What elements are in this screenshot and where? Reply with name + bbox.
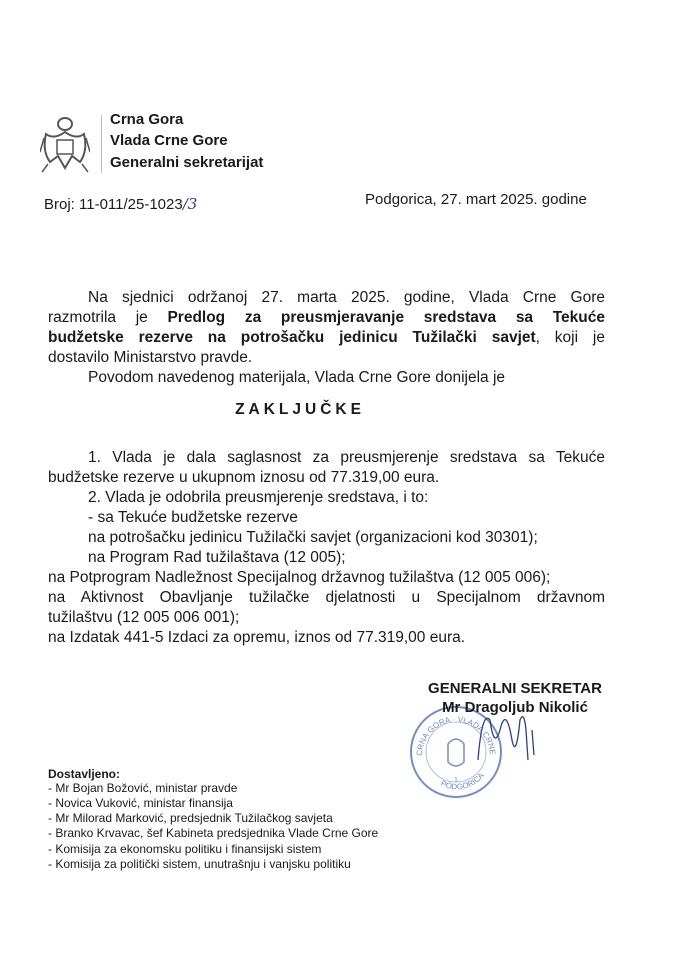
intro-line-3 [48,328,605,348]
signatory-name: Mr Dragoljub Nikolić [442,699,588,716]
signatory-title: GENERALNI SEKRETAR [428,680,602,697]
intro-text: razmotrila je [48,309,168,326]
delivered-item: - Komisija za politički sistem, unutrašnju i vanjsku politiku [48,857,351,871]
conclusion-2-line-3: na potrošačku jedinicu Tužilački savjet (organizacioni kod 30301); [88,529,538,546]
conclusions-heading: ZAKLJUČKE [235,401,365,418]
conclusion-1-line-1: 1. Vlada je dala saglasnost za preusmjerenje sredstava sa Tekuće [88,449,605,466]
delivered-item: - Mr Milorad Marković, predsjednik Tužilačkog savjeta [48,811,333,825]
intro-paragraph-2: Povodom navedenog materijala, Vlada Crne Gore donijela je [88,369,506,386]
header-divider [101,115,102,173]
delivered-heading: Dostavljeno: [48,767,121,781]
intro-text: , koji je [535,329,605,346]
conclusion-2-line-2: - sa Tekuće budžetske rezerve [88,509,298,526]
stamp-text-top: CRNA GORA · VLADA CRNE [414,714,498,757]
intro-line-1: Na sjednici održanoj 27. marta 2025. godine, Vlada Crne Gore [88,289,605,306]
delivered-item: - Mr Bojan Božović, ministar pravde [48,781,238,795]
reference-number [44,195,197,213]
document-date: Podgorica, 27. mart 2025. godine [365,191,587,208]
stamp-number: 1 [454,777,458,784]
header-secretariat: Generalni sekretarijat [110,154,264,171]
delivered-item: - Branko Krvavac, šef Kabineta predsjednika Vlade Crne Gore [48,826,379,840]
intro-line-4: dostavilo Ministarstvo pravde. [48,349,253,366]
reference-number-text: Broj: 11-011/25-1023 [44,196,183,213]
header-government: Vlada Crne Gore [110,132,228,149]
handwritten-suffix: /3 [182,195,198,213]
coat-of-arms-logo [40,116,90,174]
conclusion-2-line-8: na Izdatak 441-5 Izdaci za opremu, iznos od 77.319,00 eura. [48,629,466,646]
proposal-title-cont: budžetske rezerve na potrošačku jedinicu Tužilački savjet [48,329,536,346]
delivered-item: - Novica Vuković, ministar finansija [48,796,233,810]
intro-line-2 [48,308,605,328]
conclusion-2-line-5: na Potprogram Nadležnost Specijalnog državnog tužilaštva (12 005 006); [48,569,551,586]
conclusion-2-line-1: 2. Vlada je odobrila preusmjerenje sredstava, i to: [88,489,429,506]
header-country: Crna Gora [110,111,184,128]
proposal-title: Predlog za preusmjeravanje sredstava sa Tekuće [167,309,605,326]
delivered-item: - Komisija za ekonomsku politiku i finansijski sistem [48,842,322,856]
conclusion-2-line-6: na Aktivnost Obavljanje tužilačke djelatnosti u Specijalnom državnom [48,589,605,606]
stamp-text-bottom: PODGORICA [439,771,486,792]
conclusion-1-line-2: budžetske rezerve u ukupnom iznosu od 77.319,00 eura. [48,469,440,486]
conclusion-2-line-4: na Program Rad tužilaštava (12 005); [88,549,346,566]
conclusion-2-line-7: tužilaštvu (12 005 006 001); [48,609,240,626]
